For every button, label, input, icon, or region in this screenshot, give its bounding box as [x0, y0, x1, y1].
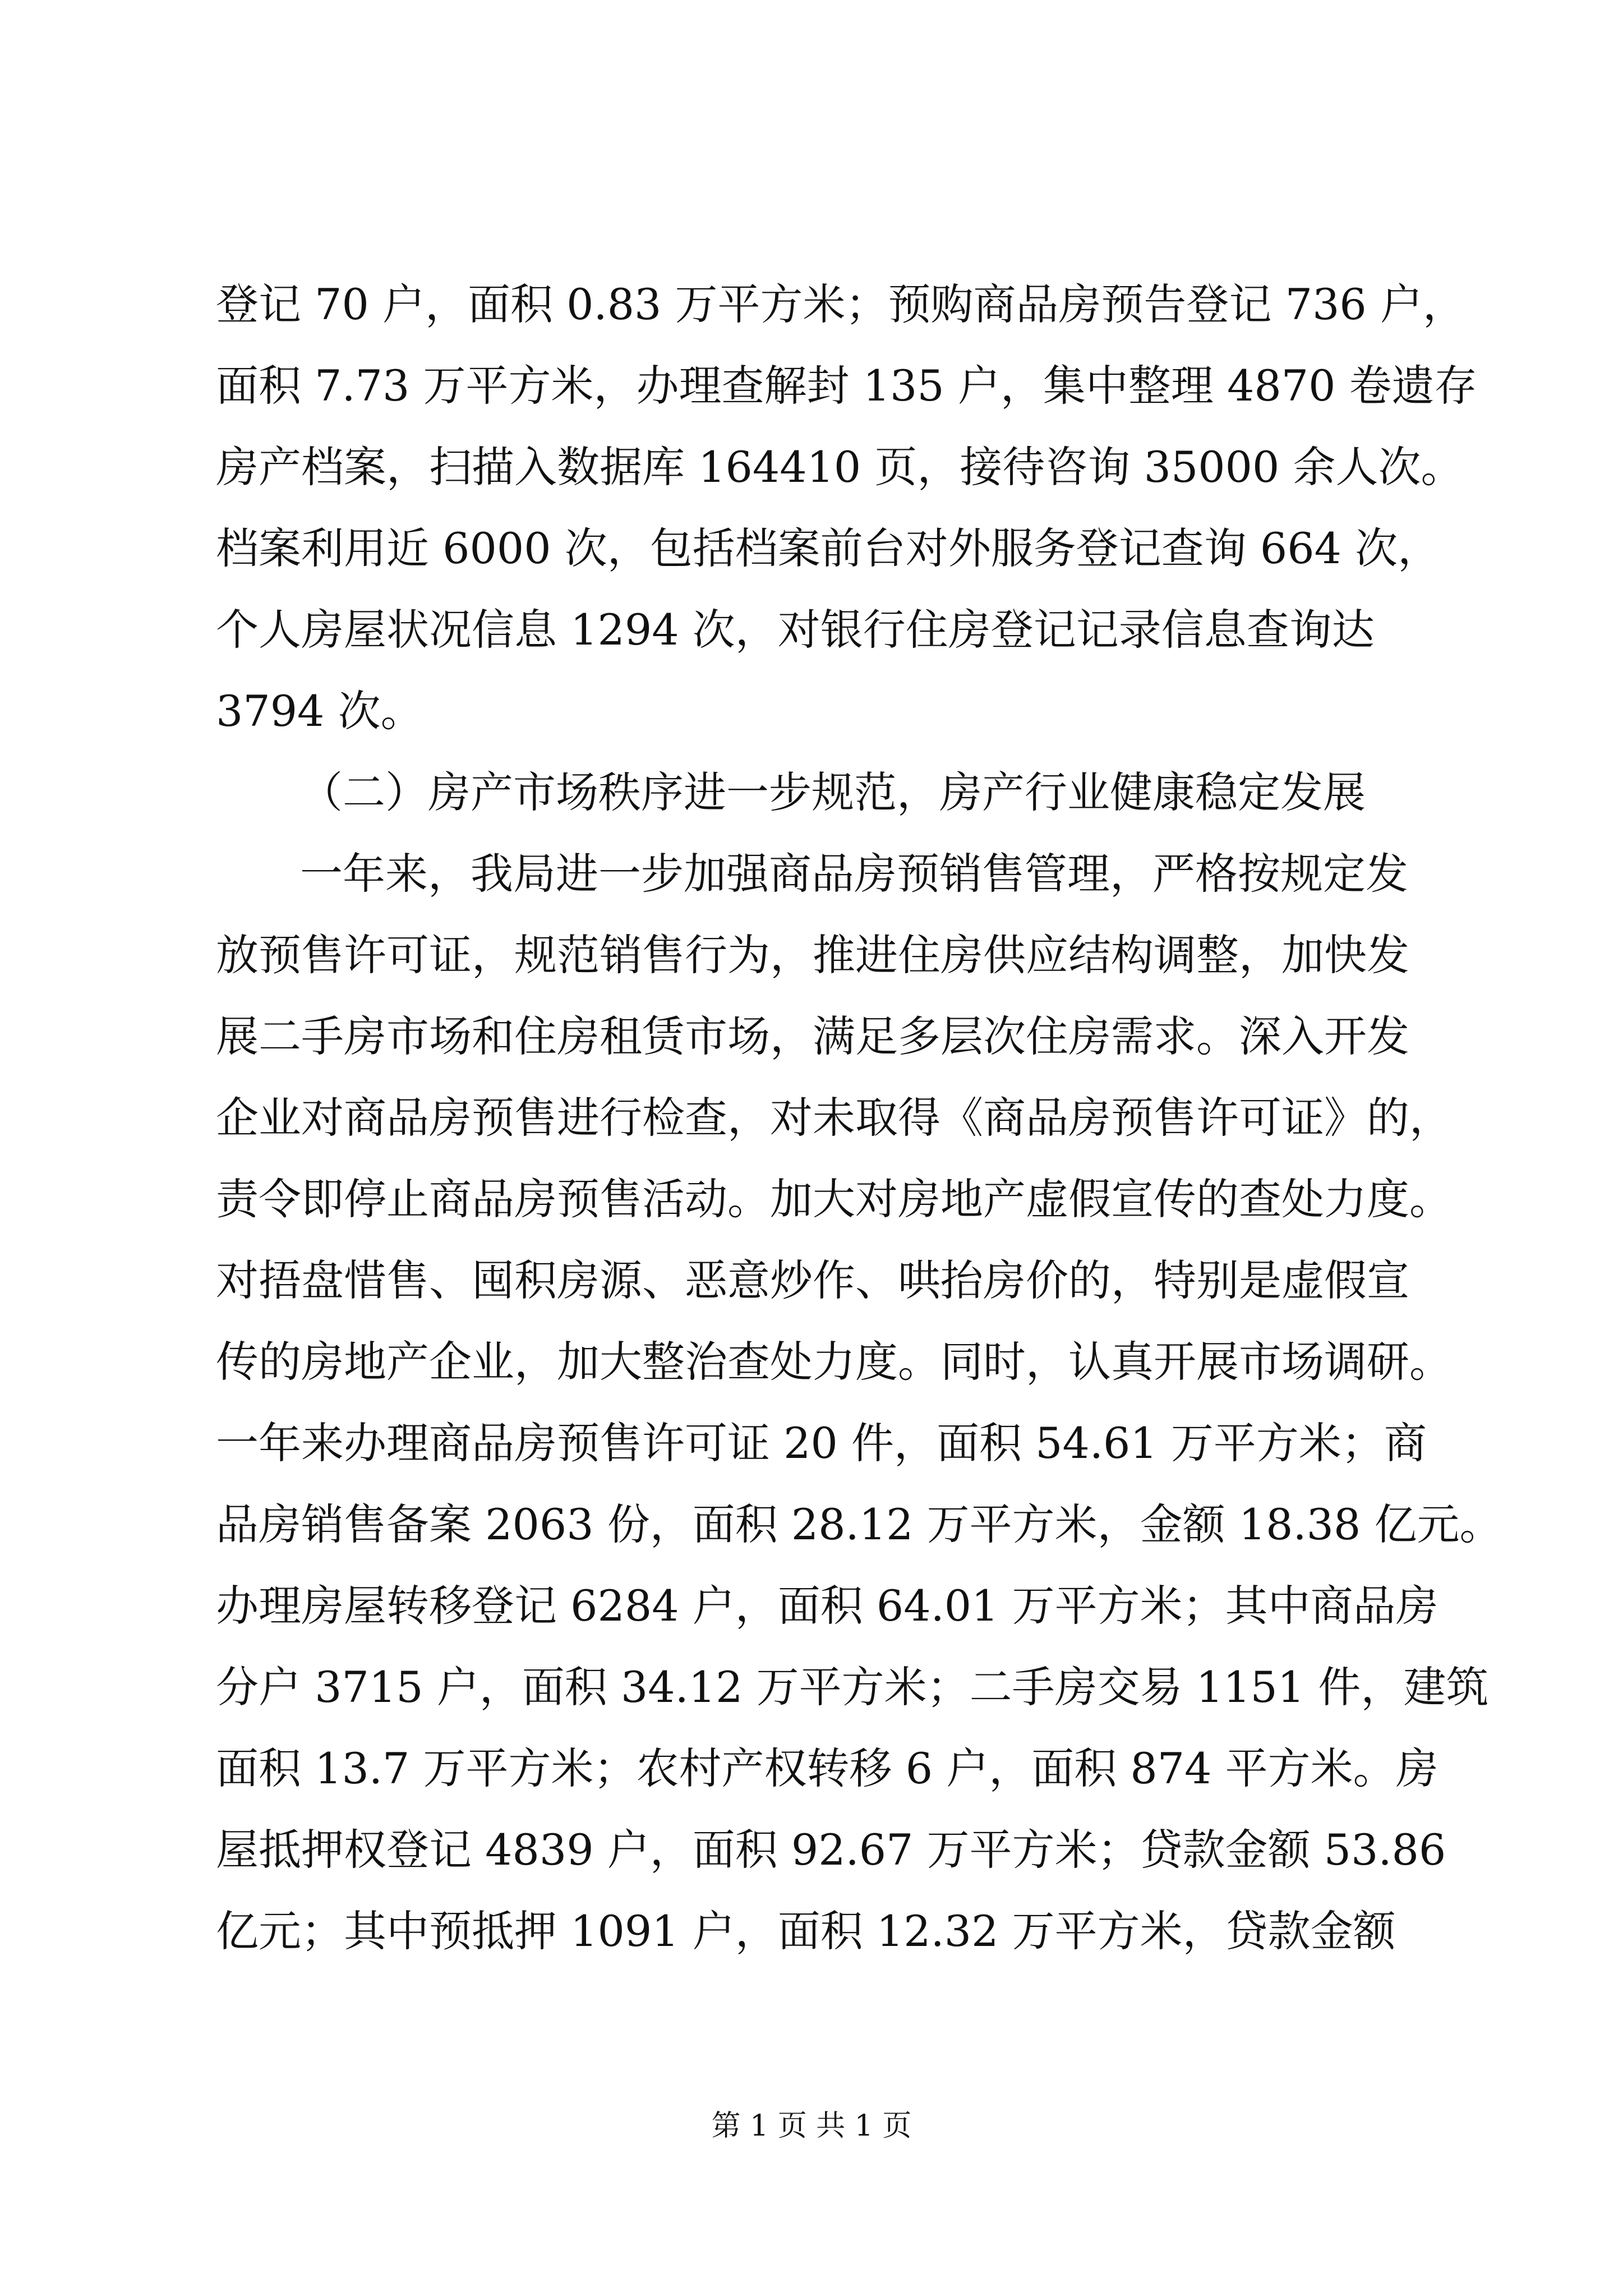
text-line: 一年来，我局进一步加强商品房预销售管理，严格按规定发: [300, 849, 1408, 899]
text-line: 3794 次。: [216, 686, 423, 736]
page-number-footer: 第 1 页 共 1 页: [711, 2109, 912, 2143]
text-line: 放预售许可证，规范销售行为，推进住房供应结构调整，加快发: [216, 930, 1409, 980]
text-line: 责令即停止商品房预售活动。加大对房地产虚假宣传的查处力度。: [216, 1174, 1452, 1224]
text-line: 面积 13.7 万平方米；农村产权转移 6 户，面积 874 平方米。房: [216, 1743, 1438, 1793]
text-line: 档案利用近 6000 次，包括档案前台对外服务登记查询 664 次，: [216, 523, 1441, 573]
text-line: 办理房屋转移登记 6284 户，面积 64.01 万平方米；其中商品房: [216, 1581, 1438, 1631]
text-line: 房产档案，扫描入数据库 164410 页，接待咨询 35000 余人次。: [216, 442, 1464, 492]
text-line: 分户 3715 户，面积 34.12 万平方米；二手房交易 1151 件，建筑: [216, 1662, 1489, 1712]
text-line: 一年来办理商品房预售许可证 20 件，面积 54.61 万平方米；商: [216, 1418, 1427, 1468]
text-line: 屋抵押权登记 4839 户，面积 92.67 万平方米；贷款金额 53.86: [216, 1825, 1446, 1875]
document-body: [216, 264, 1502, 1972]
text-line: 面积 7.73 万平方米，办理查解封 135 户，集中整理 4870 卷遗存: [216, 361, 1477, 411]
text-line: 亿元；其中预抵押 1091 户，面积 12.32 万平方米，贷款金额: [216, 1906, 1396, 1956]
section-heading: （二）房产市场秩序进一步规范，房产行业健康稳定发展: [300, 767, 1366, 817]
text-line: 展二手房市场和住房租赁市场，满足多层次住房需求。深入开发: [216, 1011, 1409, 1061]
text-line: 品房销售备案 2063 份，面积 28.12 万平方米，金额 18.38 亿元。: [216, 1499, 1502, 1549]
text-line: 企业对商品房预售进行检查，对未取得《商品房预售许可证》的，: [216, 1093, 1452, 1143]
text-line: 传的房地产企业，加大整治查处力度。同时，认真开展市场调研。: [216, 1337, 1452, 1387]
text-line: 个人房屋状况信息 1294 次，对银行住房登记记录信息查询达: [216, 605, 1375, 655]
text-line: 对捂盘惜售、囤积房源、恶意炒作、哄抬房价的，特别是虚假宣: [216, 1255, 1409, 1305]
text-line: 登记 70 户，面积 0.83 万平方米；预购商品房预告登记 736 户，: [216, 279, 1465, 329]
